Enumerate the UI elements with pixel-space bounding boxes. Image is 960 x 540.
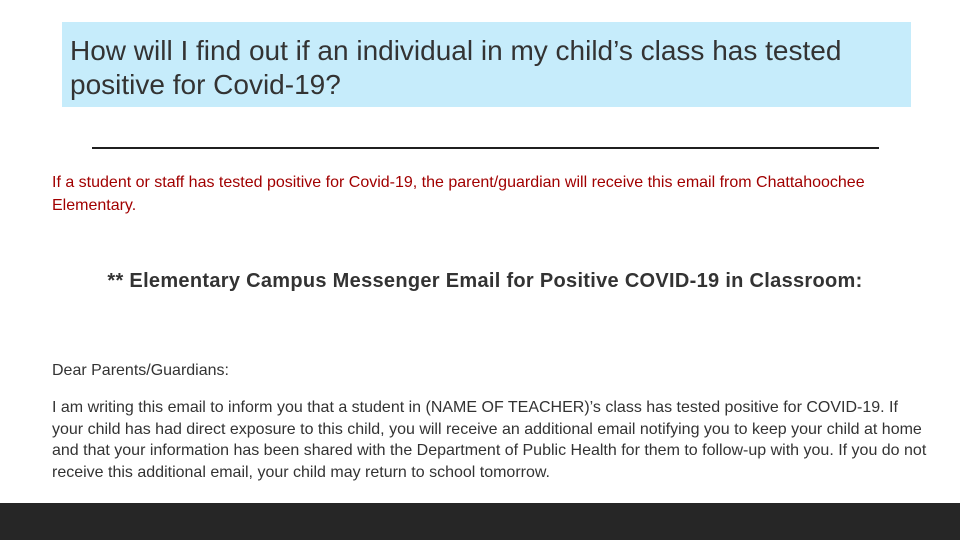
- intro-text: If a student or staff has tested positive for Covid-19, the parent/guardian will receive this email from Chattahoochee Elementary.: [52, 174, 865, 214]
- divider-line: [92, 147, 879, 149]
- title-banner: [62, 22, 911, 107]
- page-title: How will I find out if an individual in my child’s class has tested positive for Covid-19?: [70, 35, 842, 100]
- email-body: I am writing this email to inform you that a student in (NAME OF TEACHER)’s class has tested positive for COVID-19. If your child has had direct exposure to this child, you will receive an additional email notifying you to keep your child at home and that your information has been shared with the Department of Public Health for them to follow-up with you. If you do not receive this additional email, your child may return to school tomorrow.: [52, 399, 927, 481]
- salutation: Dear Parents/Guardians:: [52, 362, 229, 379]
- email-heading: ** Elementary Campus Messenger Email for Positive COVID-19 in Classroom:: [107, 270, 863, 292]
- footer-bar: [0, 503, 960, 540]
